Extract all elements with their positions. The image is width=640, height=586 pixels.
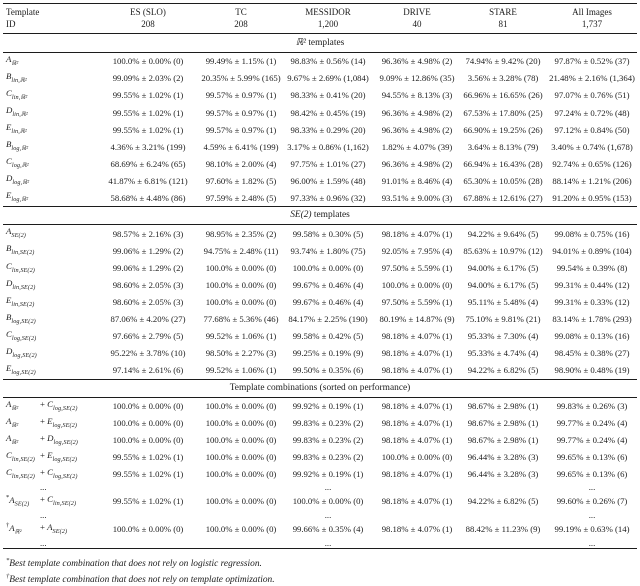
ellipsis-cell	[95, 511, 201, 520]
template-id: $A_{ℝ^2}$	[6, 415, 19, 429]
result-cell: 99.57% ± 0.97% (1)	[205, 124, 277, 135]
template-result-row	[3, 294, 637, 311]
ellipsis-cell	[459, 511, 547, 520]
result-cell: 20.35% ± 5.99% (165)	[201, 73, 281, 84]
section-title	[3, 34, 637, 53]
template-id: $C_{log,SE(2)}$	[6, 328, 37, 342]
result-cell: 99.54% ± 0.39% (8)	[556, 262, 628, 273]
result-cell: 100.0% ± 0.00% (0)	[205, 496, 277, 507]
template-id: $D_{log,ℝ^2}$	[6, 173, 30, 187]
result-cell: 94.22% ± 6.82% (5)	[467, 365, 539, 376]
result-cell: 58.68% ± 4.48% (86)	[110, 192, 186, 203]
result-cell: 95.11% ± 5.48% (4)	[467, 296, 539, 307]
result-cell: 99.83% ± 0.23% (2)	[292, 452, 364, 463]
count-messidor: 1,200	[281, 19, 375, 34]
result-cell: 99.57% ± 0.97% (1)	[205, 90, 277, 101]
ellipsis-cell: ...	[40, 538, 47, 549]
result-cell: 97.33% ± 0.96% (32)	[290, 192, 366, 203]
result-cell: 98.45% ± 0.38% (27)	[554, 348, 630, 359]
result-cell: 100.0% ± 0.00% (0)	[205, 279, 277, 290]
result-cell: 75.10% ± 9.81% (21)	[465, 314, 541, 325]
template-result-row	[3, 121, 637, 138]
ellipsis-cell	[201, 483, 281, 492]
template-id: $B_{lin,SE(2)}$	[6, 243, 35, 257]
col-header-messidor: MESSIDOR	[305, 7, 351, 17]
result-cell: 97.12% ± 0.84% (50)	[554, 124, 630, 135]
result-cell: 96.44% ± 3.28% (3)	[467, 452, 539, 463]
section-title-row	[3, 207, 637, 225]
template-result-row	[3, 87, 637, 104]
result-cell: 85.63% ± 10.97% (12)	[463, 245, 543, 256]
result-cell: 100.0% ± 0.00% (0)	[292, 262, 364, 273]
ellipsis-cell	[375, 511, 459, 520]
template-id-addend: + $E_{log,SE(2)}$	[40, 415, 77, 429]
result-cell: 99.65% ± 0.13% (6)	[556, 452, 628, 463]
result-cell: 99.92% ± 0.19% (1)	[292, 401, 364, 412]
result-cell: 96.36% ± 4.98% (2)	[381, 124, 453, 135]
result-cell: 94.75% ± 2.48% (11)	[203, 245, 279, 256]
result-cell: 98.67% ± 2.98% (1)	[467, 435, 539, 446]
template-result-row	[3, 104, 637, 121]
result-cell: 99.58% ± 0.30% (5)	[292, 228, 364, 239]
result-cell: 98.18% ± 4.07% (1)	[381, 496, 453, 507]
footnote-template-optimization	[6, 571, 637, 586]
section-title	[3, 207, 637, 225]
result-cell: 87.06% ± 4.20% (27)	[110, 314, 186, 325]
ellipsis-cell: ...	[588, 538, 596, 549]
result-cell: 100.0% ± 0.00% (0)	[381, 279, 453, 290]
footnote-text: Best template combination that does not rely on logistic regression.	[9, 559, 262, 570]
result-cell: 100.0% ± 0.00% (0)	[112, 418, 184, 429]
template-id: $E_{log,ℝ^2}$	[6, 190, 29, 204]
result-cell: 99.77% ± 0.24% (4)	[556, 418, 628, 429]
result-cell: 9.09% ± 12.86% (35)	[379, 73, 455, 84]
result-cell: 98.18% ± 4.07% (1)	[381, 228, 453, 239]
ellipsis-cell: ...	[40, 482, 47, 493]
ellipsis-cell	[95, 539, 201, 549]
header-row-counts	[3, 19, 637, 34]
template-id-addend: + $C_{log,SE(2)}$	[40, 467, 78, 480]
result-cell: 99.25% ± 0.19% (9)	[292, 348, 364, 359]
result-cell: 98.60% ± 2.05% (3)	[112, 296, 184, 307]
section-title-text: templates	[311, 210, 350, 221]
best-marker: *	[6, 494, 10, 502]
template-id-addend: + $A_{SE(2)}$	[40, 522, 68, 535]
result-cell: 100.0% ± 0.00% (0)	[205, 469, 277, 480]
result-cell: 84.17% ± 2.25% (190)	[288, 314, 368, 325]
template-id: $A_{ℝ^2}$	[6, 432, 19, 446]
result-cell: 88.14% ± 1.21% (206)	[552, 175, 632, 186]
template-id: $E_{log,SE(2)}$	[6, 362, 36, 376]
result-cell: 68.69% ± 6.24% (65)	[110, 158, 186, 169]
col-header-drive: DRIVE	[403, 7, 431, 17]
ellipsis-cell: ...	[324, 538, 332, 549]
result-cell: 99.08% ± 0.13% (16)	[554, 331, 630, 342]
result-cell: 97.66% ± 2.79% (5)	[112, 331, 184, 342]
section-title-math: ℝ²	[295, 38, 306, 48]
result-cell: 4.59% ± 6.41% (199)	[203, 141, 279, 152]
result-cell: 100.0% ± 0.00% (0)	[205, 435, 277, 446]
template-result-row	[3, 172, 637, 189]
result-cell: 67.88% ± 12.61% (27)	[463, 192, 543, 203]
template-id: $B_{log,ℝ^2}$	[6, 139, 29, 152]
section-title-text: templates	[305, 38, 345, 48]
col-header-tc: TC	[235, 7, 247, 17]
template-result-row	[3, 70, 637, 87]
result-cell: 94.00% ± 6.17% (5)	[467, 279, 539, 290]
template-result-row	[3, 277, 637, 294]
result-cell: 100.0% ± 0.00% (0)	[205, 452, 277, 463]
result-cell: 9.67% ± 2.69% (1,084)	[287, 73, 369, 84]
result-cell: 99.83% ± 0.23% (2)	[292, 435, 364, 446]
result-cell: 98.95% ± 2.35% (2)	[205, 228, 277, 239]
result-cell: 97.60% ± 1.82% (5)	[205, 175, 277, 186]
results-table	[3, 3, 637, 549]
template-id: $E_{lin,SE(2)}$	[6, 294, 35, 308]
result-cell: 100.0% ± 0.00% (0)	[112, 524, 184, 535]
template-id: $A_{ℝ^2}$	[6, 398, 19, 412]
result-cell: 99.57% ± 0.97% (1)	[205, 107, 277, 118]
result-cell: 99.31% ± 0.33% (12)	[554, 296, 630, 307]
result-cell: 77.68% ± 5.36% (46)	[203, 314, 279, 325]
ellipsis-row	[3, 511, 637, 520]
plus-sign: +	[40, 494, 45, 505]
template-result-row	[3, 362, 637, 380]
result-cell: 100.0% ± 0.00% (0)	[381, 452, 453, 463]
table-body	[3, 34, 637, 549]
header-row-names	[3, 4, 637, 19]
result-cell: 97.24% ± 0.72% (48)	[554, 107, 630, 118]
template-id: $D_{log,SE(2)}$	[6, 345, 37, 359]
result-cell: 99.09% ± 2.03% (2)	[112, 73, 184, 84]
result-cell: 100.0% ± 0.00% (0)	[205, 262, 277, 273]
template-result-row	[3, 449, 637, 466]
result-cell: 98.18% ± 4.07% (1)	[381, 435, 453, 446]
result-cell: 99.83% ± 0.26% (3)	[556, 401, 628, 412]
footnote-marker-dagger: †	[6, 572, 10, 580]
result-cell: 99.77% ± 0.24% (4)	[556, 435, 628, 446]
result-cell: 96.44% ± 3.28% (3)	[467, 469, 539, 480]
ellipsis-cell: ...	[588, 482, 596, 493]
ellipsis-cell	[459, 539, 547, 549]
result-cell: 98.42% ± 0.45% (19)	[290, 107, 366, 118]
ellipsis-cell	[95, 483, 201, 492]
template-result-row	[3, 242, 637, 259]
result-cell: 88.42% ± 11.23% (9)	[465, 524, 541, 535]
result-cell: 95.33% ± 4.74% (4)	[467, 348, 539, 359]
result-cell: 99.55% ± 1.02% (1)	[112, 496, 184, 507]
result-cell: 99.67% ± 0.46% (4)	[292, 296, 364, 307]
template-id: $^\dagger A_{ℝ^2}$	[6, 522, 22, 536]
result-cell: 99.58% ± 0.42% (5)	[292, 331, 364, 342]
result-cell: 94.22% ± 6.82% (5)	[467, 496, 539, 507]
result-cell: 100.0% ± 0.00% (0)	[205, 401, 277, 412]
template-id-addend: + $C_{log,SE(2)}$	[40, 398, 78, 412]
ellipsis-cell	[375, 483, 459, 492]
ellipsis-cell	[375, 539, 459, 549]
result-cell: 97.87% ± 0.52% (37)	[554, 56, 630, 67]
result-cell: 99.31% ± 0.44% (12)	[554, 279, 630, 290]
template-result-row	[3, 466, 637, 483]
result-cell: 99.55% ± 1.02% (1)	[112, 124, 184, 135]
col-header-id: ID	[3, 19, 95, 34]
result-cell: 94.55% ± 8.13% (3)	[381, 90, 453, 101]
count-tc: 208	[201, 19, 281, 34]
section-title	[3, 379, 637, 397]
result-cell: 99.83% ± 0.23% (2)	[292, 418, 364, 429]
result-cell: 98.18% ± 4.07% (1)	[381, 365, 453, 376]
result-cell: 98.18% ± 4.07% (1)	[381, 348, 453, 359]
result-cell: 99.50% ± 0.35% (6)	[292, 365, 364, 376]
template-result-row	[3, 345, 637, 362]
result-cell: 93.74% ± 1.80% (75)	[290, 245, 366, 256]
result-cell: 92.74% ± 0.65% (126)	[552, 158, 632, 169]
result-cell: 99.06% ± 1.29% (2)	[112, 262, 184, 273]
result-cell: 98.83% ± 0.56% (14)	[290, 56, 366, 67]
result-cell: 41.87% ± 6.81% (121)	[108, 175, 188, 186]
result-cell: 98.10% ± 2.00% (4)	[205, 158, 277, 169]
col-header-template: Template	[6, 7, 40, 17]
result-cell: 100.0% ± 0.00% (0)	[112, 435, 184, 446]
result-cell: 98.90% ± 0.48% (19)	[554, 365, 630, 376]
plus-sign: +	[40, 522, 45, 532]
empty-cell	[3, 539, 37, 549]
template-id: $C_{log,ℝ^2}$	[6, 156, 29, 170]
plus-sign: +	[40, 398, 45, 409]
result-cell: 98.50% ± 2.27% (3)	[205, 348, 277, 359]
template-id: $D_{lin,ℝ^2}$	[6, 105, 28, 118]
result-cell: 99.52% ± 1.06% (1)	[205, 365, 277, 376]
footnote-text: Best template combination that does not rely on template optimization.	[9, 574, 275, 585]
result-cell: 97.50% ± 5.59% (1)	[381, 262, 453, 273]
template-result-row	[3, 328, 637, 345]
result-cell: 98.67% ± 2.98% (1)	[467, 401, 539, 412]
section-title-row	[3, 34, 637, 53]
result-cell: 95.22% ± 3.78% (10)	[110, 348, 186, 359]
result-cell: 97.59% ± 2.48% (5)	[205, 192, 277, 203]
result-cell: 66.94% ± 16.43% (28)	[463, 158, 543, 169]
result-cell: 97.14% ± 2.61% (6)	[112, 365, 184, 376]
template-id: $C_{lin,SE(2)}$	[6, 467, 35, 480]
result-cell: 94.00% ± 6.17% (5)	[467, 262, 539, 273]
result-cell: 91.01% ± 8.46% (4)	[381, 175, 453, 186]
template-id: $E_{lin,ℝ^2}$	[6, 122, 27, 135]
plus-sign: +	[40, 467, 45, 478]
template-result-row	[3, 492, 637, 511]
result-cell: 66.96% ± 16.65% (26)	[463, 90, 543, 101]
result-cell: 100.0% ± 0.00% (0)	[112, 56, 184, 67]
result-cell: 1.82% ± 4.07% (39)	[381, 141, 453, 152]
result-cell: 4.36% ± 3.21% (199)	[110, 141, 186, 152]
result-cell: 99.55% ± 1.02% (1)	[112, 90, 184, 101]
ellipsis-cell: ...	[40, 510, 47, 521]
result-cell: 99.67% ± 0.46% (4)	[292, 279, 364, 290]
col-header-all-images: All Images	[572, 7, 612, 17]
result-cell: 67.53% ± 17.80% (25)	[463, 107, 543, 118]
result-cell: 80.19% ± 14.87% (9)	[379, 314, 455, 325]
result-cell: 98.67% ± 2.98% (1)	[467, 418, 539, 429]
result-cell: 99.55% ± 1.02% (1)	[112, 469, 184, 480]
template-id-addend: + $D_{log,SE(2)}$	[40, 432, 78, 446]
template-id: $B_{lin,ℝ^2}$	[6, 71, 27, 84]
template-result-row	[3, 432, 637, 449]
result-cell: 97.75% ± 1.01% (27)	[290, 158, 366, 169]
count-all-images: 1,737	[547, 19, 637, 34]
result-cell: 98.57% ± 2.16% (3)	[112, 228, 184, 239]
ellipsis-cell: ...	[588, 510, 596, 521]
empty-cell	[3, 483, 37, 492]
template-result-row	[3, 225, 637, 243]
template-result-row	[3, 311, 637, 328]
template-result-row	[3, 138, 637, 155]
result-cell: 100.0% ± 0.00% (0)	[292, 496, 364, 507]
result-cell: 97.50% ± 5.59% (1)	[381, 296, 453, 307]
result-cell: 100.0% ± 0.00% (0)	[112, 401, 184, 412]
result-cell: 3.40% ± 0.74% (1,678)	[551, 141, 633, 152]
template-result-row	[3, 189, 637, 207]
result-cell: 99.55% ± 1.02% (1)	[112, 107, 184, 118]
table-header	[3, 4, 637, 34]
result-cell: 99.19% ± 0.63% (14)	[554, 524, 630, 535]
result-cell: 66.90% ± 19.25% (26)	[463, 124, 543, 135]
result-cell: 99.92% ± 0.19% (1)	[292, 469, 364, 480]
result-cell: 98.18% ± 4.07% (1)	[381, 524, 453, 535]
template-id-addend: + $E_{log,SE(2)}$	[40, 449, 77, 463]
result-cell: 96.36% ± 4.98% (2)	[381, 158, 453, 169]
result-cell: 98.18% ± 4.07% (1)	[381, 469, 453, 480]
result-cell: 99.65% ± 0.13% (6)	[556, 469, 628, 480]
ellipsis-row	[3, 539, 637, 549]
ellipsis-cell	[201, 539, 281, 549]
section-title-row	[3, 379, 637, 397]
footnote-marker-asterisk: *	[6, 557, 10, 565]
plus-sign: +	[40, 432, 45, 443]
footnotes	[3, 555, 637, 586]
template-result-row	[3, 520, 637, 539]
ellipsis-cell: ...	[324, 482, 332, 493]
template-result-row	[3, 397, 637, 415]
template-id: $C_{lin,SE(2)}$	[6, 260, 35, 274]
result-cell: 3.64% ± 8.13% (79)	[467, 141, 539, 152]
count-es-slo: 208	[95, 19, 201, 34]
result-cell: 99.60% ± 0.26% (7)	[556, 496, 628, 507]
result-cell: 100.0% ± 0.00% (0)	[205, 296, 277, 307]
result-cell: 21.48% ± 2.16% (1,364)	[549, 73, 635, 84]
empty-cell	[3, 511, 37, 520]
result-cell: 91.20% ± 0.95% (153)	[552, 192, 632, 203]
template-id: $C_{lin,ℝ^2}$	[6, 88, 28, 101]
section-title-math: SE(2)	[290, 210, 312, 221]
plus-sign: +	[40, 415, 45, 426]
plus-sign: +	[40, 449, 45, 460]
template-result-row	[3, 53, 637, 71]
template-id: $C_{lin,SE(2)}$	[6, 449, 35, 463]
result-cell: 83.14% ± 1.78% (293)	[552, 314, 632, 325]
result-cell: 74.94% ± 9.42% (20)	[465, 56, 541, 67]
result-cell: 98.60% ± 2.05% (3)	[112, 279, 184, 290]
section-title-text: Template combinations (sorted on performance)	[229, 382, 411, 393]
result-cell: 98.18% ± 4.07% (1)	[381, 401, 453, 412]
result-cell: 99.08% ± 0.75% (16)	[554, 228, 630, 239]
result-cell: 92.05% ± 7.95% (4)	[381, 245, 453, 256]
template-result-row	[3, 260, 637, 277]
result-cell: 96.36% ± 4.98% (2)	[381, 107, 453, 118]
col-header-es-slo: ES (SLO)	[130, 7, 166, 17]
template-id: $^*A_{SE(2)}$	[6, 494, 30, 508]
result-cell: 3.56% ± 3.28% (78)	[467, 73, 539, 84]
result-cell: 100.0% ± 0.00% (0)	[205, 418, 277, 429]
ellipsis-cell: ...	[324, 510, 332, 521]
result-cell: 100.0% ± 0.00% (0)	[205, 524, 277, 535]
result-cell: 93.51% ± 9.00% (3)	[381, 192, 453, 203]
col-header-stare: STARE	[489, 7, 517, 17]
result-cell: 97.07% ± 0.76% (51)	[554, 90, 630, 101]
result-cell: 98.18% ± 4.07% (1)	[381, 418, 453, 429]
result-cell: 96.36% ± 4.98% (2)	[381, 56, 453, 67]
result-cell: 95.33% ± 7.30% (4)	[467, 331, 539, 342]
template-id: $A_{ℝ^2}$	[6, 54, 19, 67]
result-cell: 99.66% ± 0.35% (4)	[292, 524, 364, 535]
template-id: $D_{lin,SE(2)}$	[6, 277, 36, 291]
template-result-row	[3, 155, 637, 172]
result-cell: 98.33% ± 0.29% (20)	[290, 124, 366, 135]
result-cell: 65.30% ± 10.05% (28)	[463, 175, 543, 186]
result-cell: 99.55% ± 1.02% (1)	[112, 452, 184, 463]
result-cell: 98.33% ± 0.41% (20)	[290, 90, 366, 101]
result-cell: 96.00% ± 1.59% (48)	[290, 175, 366, 186]
count-drive: 40	[375, 19, 459, 34]
result-cell: 99.52% ± 1.06% (1)	[205, 331, 277, 342]
template-id: $A_{SE(2)}$	[6, 226, 26, 240]
template-result-row	[3, 415, 637, 432]
best-marker: †	[6, 522, 10, 530]
ellipsis-row	[3, 483, 637, 492]
result-cell: 99.06% ± 1.29% (2)	[112, 245, 184, 256]
ellipsis-cell	[201, 511, 281, 520]
template-id: $B_{log,SE(2)}$	[6, 311, 36, 325]
result-cell: 99.49% ± 1.15% (1)	[205, 56, 277, 67]
result-cell: 3.17% ± 0.86% (1,162)	[287, 141, 369, 152]
result-cell: 94.22% ± 9.64% (5)	[467, 228, 539, 239]
result-cell: 98.18% ± 4.07% (1)	[381, 331, 453, 342]
ellipsis-cell	[459, 483, 547, 492]
footnote-logistic-regression	[6, 555, 637, 571]
count-stare: 81	[459, 19, 547, 34]
result-cell: 94.01% ± 0.89% (104)	[552, 245, 632, 256]
template-id-addend: + $C_{lin,SE(2)}$	[40, 494, 77, 507]
